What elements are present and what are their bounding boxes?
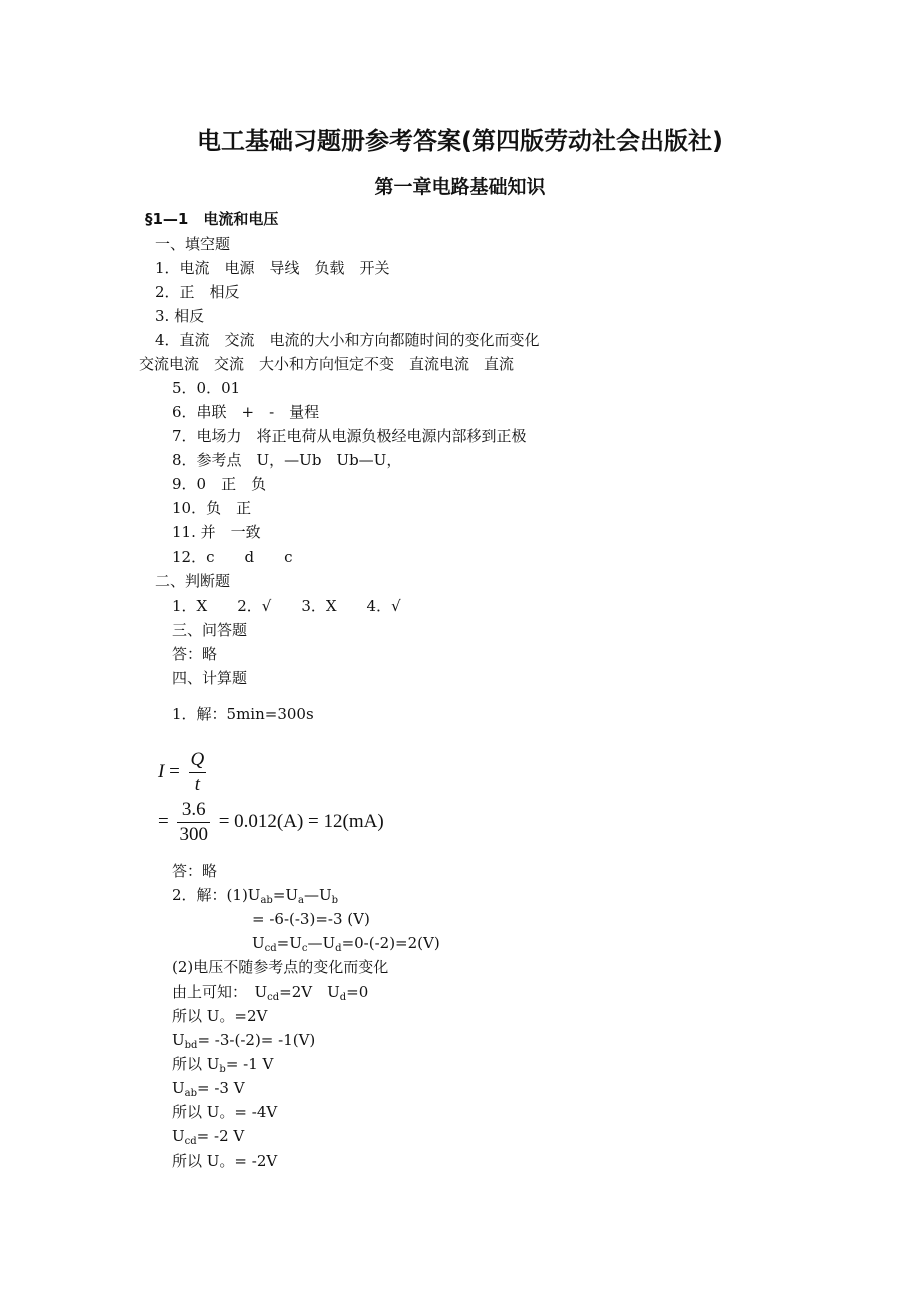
calc-q2-line: 2．解：$(1)U_{ab}=U_a—U_b$: [172, 886, 339, 906]
fill-blank-item: 2．正 相反: [155, 283, 240, 301]
calc-q1-answer: 答：略: [172, 862, 218, 880]
calc-q2-line: = -6-(-3)=-3 (V): [252, 910, 370, 928]
true-false-answers: 1．X 2．√ 3．X 4．√: [172, 597, 401, 615]
fill-blank-item: 4．直流 交流 电流的大小和方向都随时间的变化而变化: [155, 331, 540, 349]
calc-q2-line: $U_{cd}=U_c—U_d=0-(-2)=2(V)$: [252, 934, 440, 954]
fill-blank-item: 7．电场力 将正电荷从电源负极经电源内部移到正极: [172, 427, 527, 445]
calc-q2-line: 所以 U。= -2V: [172, 1152, 278, 1170]
fill-blank-item: 5．0．01: [172, 379, 241, 397]
fill-blank-item: 1．电流 电源 导线 负载 开关: [155, 259, 390, 277]
fill-blank-heading: 一、填空题: [155, 235, 231, 253]
calc-q2-line: 所以 $U_b= -1$ V: [172, 1055, 274, 1075]
formula-lhs: I: [158, 760, 165, 782]
fill-blank-item: 12．c d c: [172, 548, 293, 566]
formula-numerator: Q: [189, 748, 207, 773]
section-heading: §1—1 电流和电压: [145, 210, 279, 228]
formula-denominator: 300: [179, 824, 208, 845]
calc-q2-line: $U_{bd}= -3-(-2)= -1(V)$: [172, 1031, 316, 1051]
formula-equals: =: [158, 810, 169, 832]
true-false-heading: 二、判断题: [155, 572, 231, 590]
qa-heading: 三、问答题: [172, 621, 248, 639]
calc-q2-line: (2)电压不随参考点的变化而变化: [172, 958, 389, 976]
formula-current-result: [158, 798, 384, 847]
calc-heading: 四、计算题: [172, 669, 248, 687]
qa-answer: 答：略: [172, 645, 218, 663]
fill-blank-item: 交流电流 交流 大小和方向恒定不变 直流电流 直流: [139, 355, 515, 373]
formula-denominator: t: [194, 774, 201, 795]
chapter-title: 第一章电路基础知识: [374, 176, 546, 198]
calc-q2-line: 所以 U。=2V: [172, 1007, 268, 1025]
document-title: 电工基础习题册参考答案(第四版劳动社会出版社): [197, 127, 723, 155]
calc-q2-line: $U_{ab}= -3$ V: [172, 1079, 245, 1099]
fill-blank-item: 11. 并 一致: [172, 523, 261, 541]
formula-result: = 0.012(A) = 12(mA): [218, 810, 384, 832]
fill-blank-item: 8．参考点 U，—Ub Ub—U，: [172, 451, 402, 469]
formula-equals: =: [169, 760, 180, 782]
formula-current-definition: [158, 748, 210, 797]
formula-fraction-values: [177, 798, 210, 847]
calc-q2-line: 由上可知： $U_{cd}=2V$ $U_d=0$: [172, 983, 369, 1003]
formula-numerator: 3.6: [177, 798, 210, 823]
fill-blank-item: 3. 相反: [155, 307, 205, 325]
fill-blank-item: 9．0 正 负: [172, 475, 267, 493]
fill-blank-item: 6．串联 + - 量程: [172, 403, 320, 421]
formula-fraction-q-over-t: [189, 748, 207, 797]
calc-q2-line: $U_{cd}= -2$ V: [172, 1127, 245, 1147]
calc-q1-line: 1．解：5min=300s: [172, 705, 314, 723]
calc-q2-line: 所以 U。= -4V: [172, 1103, 278, 1121]
fill-blank-item: 10．负 正: [172, 499, 252, 517]
